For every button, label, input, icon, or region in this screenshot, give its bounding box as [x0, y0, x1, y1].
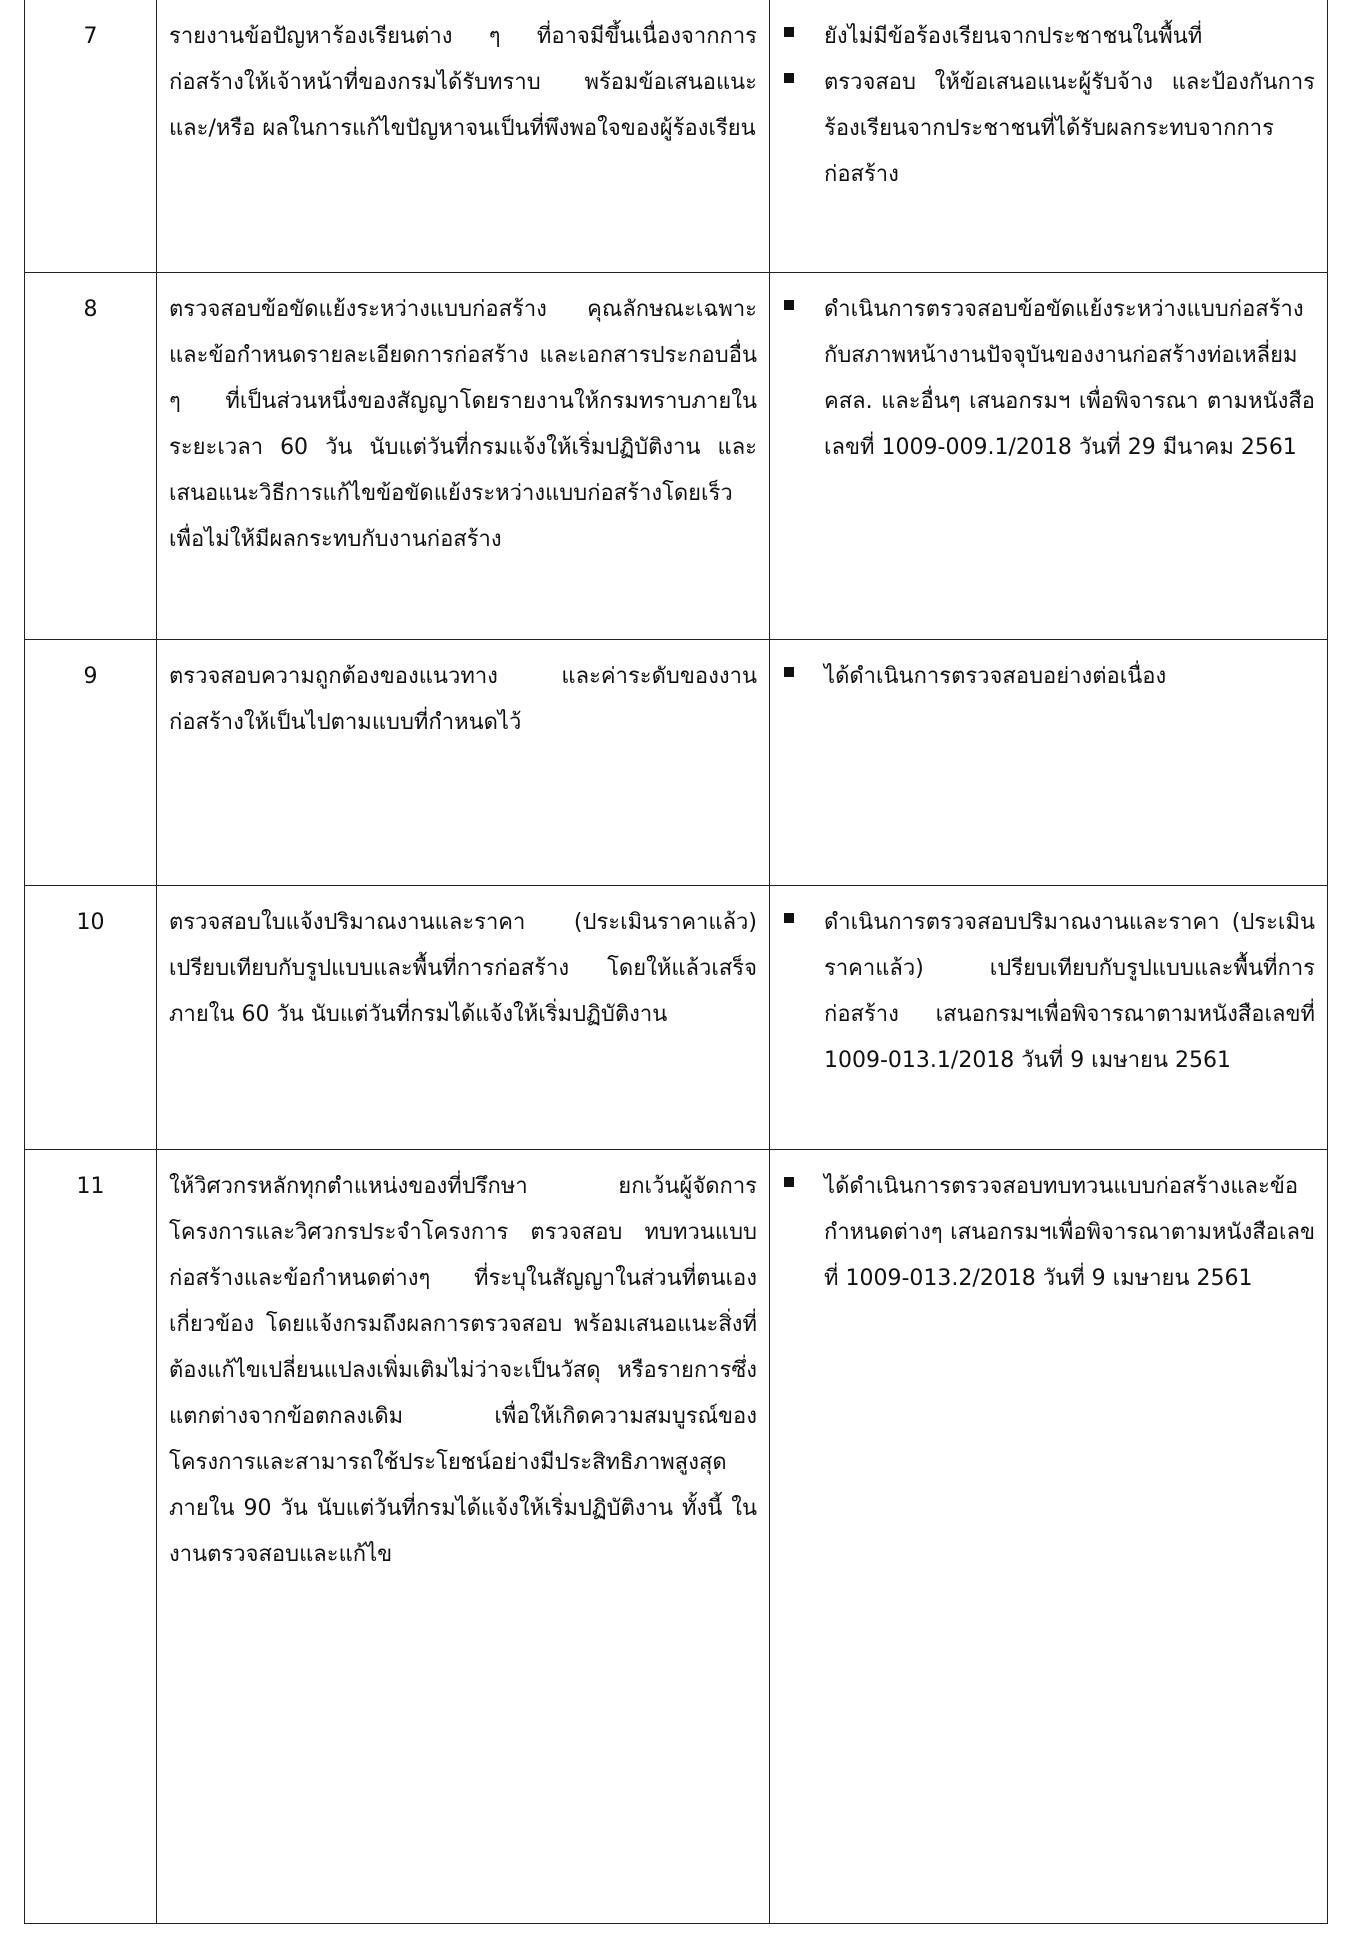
task-description: ตรวจสอบข้อขัดแย้งระหว่างแบบก่อสร้าง คุณลักษณะเฉพาะและข้อกำหนดรายละเอียดการก่อสร้าง และเอกสารประกอบอื่น ๆ ที่เป็นส่วนหนึ่งของสัญญาโดยรายงานให้กรมทราบภายในระยะเวลา 60 วัน นับแต่วันที่กรมแจ้งให้เริ่มปฏิบัติงาน และเสนอแนะวิธีการแก้ไขข้อขัดแย้งระหว่างแบบก่อสร้างโดยเร็วเพื่อไม่ให้มีผลกระทบกับงานก่อสร้าง [169, 296, 757, 552]
result-item [782, 60, 1315, 198]
task-description-cell [157, 885, 770, 1149]
result-list [782, 14, 1315, 198]
table-row [25, 272, 1328, 639]
result-cell [770, 1149, 1328, 1923]
square-bullet-icon [782, 900, 824, 946]
task-description-cell [157, 0, 770, 272]
result-cell [770, 885, 1328, 1149]
task-description: ตรวจสอบใบแจ้งปริมาณงานและราคา (ประเมินราคาแล้ว) เปรียบเทียบกับรูปแบบและพื้นที่การก่อสร้าง โดยให้แล้วเสร็จภายใน 60 วัน นับแต่วันที่กรมได้แจ้งให้เริ่มปฏิบัติงาน [169, 909, 757, 1027]
task-description-cell [157, 639, 770, 885]
result-item [782, 1164, 1315, 1302]
row-number-cell [25, 0, 157, 272]
square-bullet-icon [782, 287, 824, 333]
row-number: 9 [83, 663, 98, 689]
result-item [782, 900, 1315, 1084]
result-item [782, 14, 1315, 60]
table-row [25, 885, 1328, 1149]
row-number-cell [25, 639, 157, 885]
result-text: ตรวจสอบ ให้ข้อเสนอแนะผู้รับจ้าง และป้องกันการร้องเรียนจากประชาชนที่ได้รับผลกระทบจากการก่อสร้าง [824, 70, 1315, 187]
result-text: ได้ดำเนินการตรวจสอบทบทวนแบบก่อสร้างและข้อกำหนดต่างๆ เสนอกรมฯเพื่อพิจารณาตามหนังสือเลขที่ 1009-013.2/2018 วันที่ 9 เมษายน 2561 [824, 1173, 1315, 1291]
result-item [782, 287, 1315, 471]
result-cell [770, 272, 1328, 639]
row-number-cell [25, 1149, 157, 1923]
square-bullet-icon [782, 14, 824, 60]
result-text: ได้ดำเนินการตรวจสอบอย่างต่อเนื่อง [824, 663, 1167, 689]
result-list [782, 654, 1315, 700]
square-bullet-icon [782, 1164, 824, 1210]
result-text: ดำเนินการตรวจสอบข้อขัดแย้งระหว่างแบบก่อสร้าง กับสภาพหน้างานปัจจุบันของงานก่อสร้างท่อเหลี่ยม คสล. และอื่นๆ เสนอกรมฯ เพื่อพิจารณา ตามหนังสือเลขที่ 1009-009.1/2018 วันที่ 29 มีนาคม 2561 [824, 296, 1315, 460]
row-number: 10 [76, 909, 105, 935]
task-description: ตรวจสอบความถูกต้องของแนวทาง และค่าระดับของงานก่อสร้างให้เป็นไปตามแบบที่กำหนดไว้ [169, 663, 757, 735]
task-report-table [24, 0, 1328, 1924]
task-description-cell [157, 1149, 770, 1923]
square-bullet-icon [782, 654, 824, 700]
result-cell [770, 639, 1328, 885]
result-text: ยังไม่มีข้อร้องเรียนจากประชาชนในพื้นที่ [824, 24, 1203, 49]
result-list [782, 1164, 1315, 1302]
table-row [25, 0, 1328, 272]
square-bullet-icon [782, 60, 824, 106]
task-description: รายงานข้อปัญหาร้องเรียนต่าง ๆ ที่อาจมีขึ้นเนื่องจากการก่อสร้างให้เจ้าหน้าที่ของกรมได้รับทราบ พร้อมข้อเสนอแนะ และ/หรือ ผลในการแก้ไขปัญหาจนเป็นที่พึงพอใจของผู้ร้องเรียน [169, 24, 757, 141]
table-row [25, 639, 1328, 885]
result-list [782, 900, 1315, 1084]
table-row [25, 1149, 1328, 1923]
row-number: 8 [83, 296, 98, 322]
result-item [782, 654, 1315, 700]
row-number: 11 [76, 1173, 105, 1199]
task-description: ให้วิศวกรหลักทุกตำแหน่งของที่ปรึกษา ยกเว้นผู้จัดการโครงการและวิศวกรประจำโครงการ ตรวจสอบ ทบทวนแบบก่อสร้างและข้อกำหนดต่างๆ ที่ระบุในสัญญาในส่วนที่ตนเองเกี่ยวข้อง โดยแจ้งกรมถึงผลการตรวจสอบ พร้อมเสนอแนะสิ่งที่ต้องแก้ไขเปลี่ยนแปลงเพิ่มเติมไม่ว่าจะเป็นวัสดุ หรือรายการซึ่งแตกต่างจากข้อตกลงเดิม เพื่อให้เกิดความสมบูรณ์ของโครงการและสามารถใช้ประโยชน์อย่างมีประสิทธิภาพสูงสุด ภายใน 90 วัน นับแต่วันที่กรมได้แจ้งให้เริ่มปฏิบัติงาน ทั้งนี้ ในงานตรวจสอบและแก้ไข [169, 1173, 757, 1567]
result-text: ดำเนินการตรวจสอบปริมาณงานและราคา (ประเมินราคาแล้ว) เปรียบเทียบกับรูปแบบและพื้นที่การก่อสร้าง เสนอกรมฯเพื่อพิจารณาตามหนังสือเลขที่ 1009-013.1/2018 วันที่ 9 เมษายน 2561 [824, 909, 1315, 1073]
row-number: 7 [83, 24, 98, 49]
result-cell [770, 0, 1328, 272]
task-description-cell [157, 272, 770, 639]
row-number-cell [25, 885, 157, 1149]
row-number-cell [25, 272, 157, 639]
result-list [782, 287, 1315, 471]
